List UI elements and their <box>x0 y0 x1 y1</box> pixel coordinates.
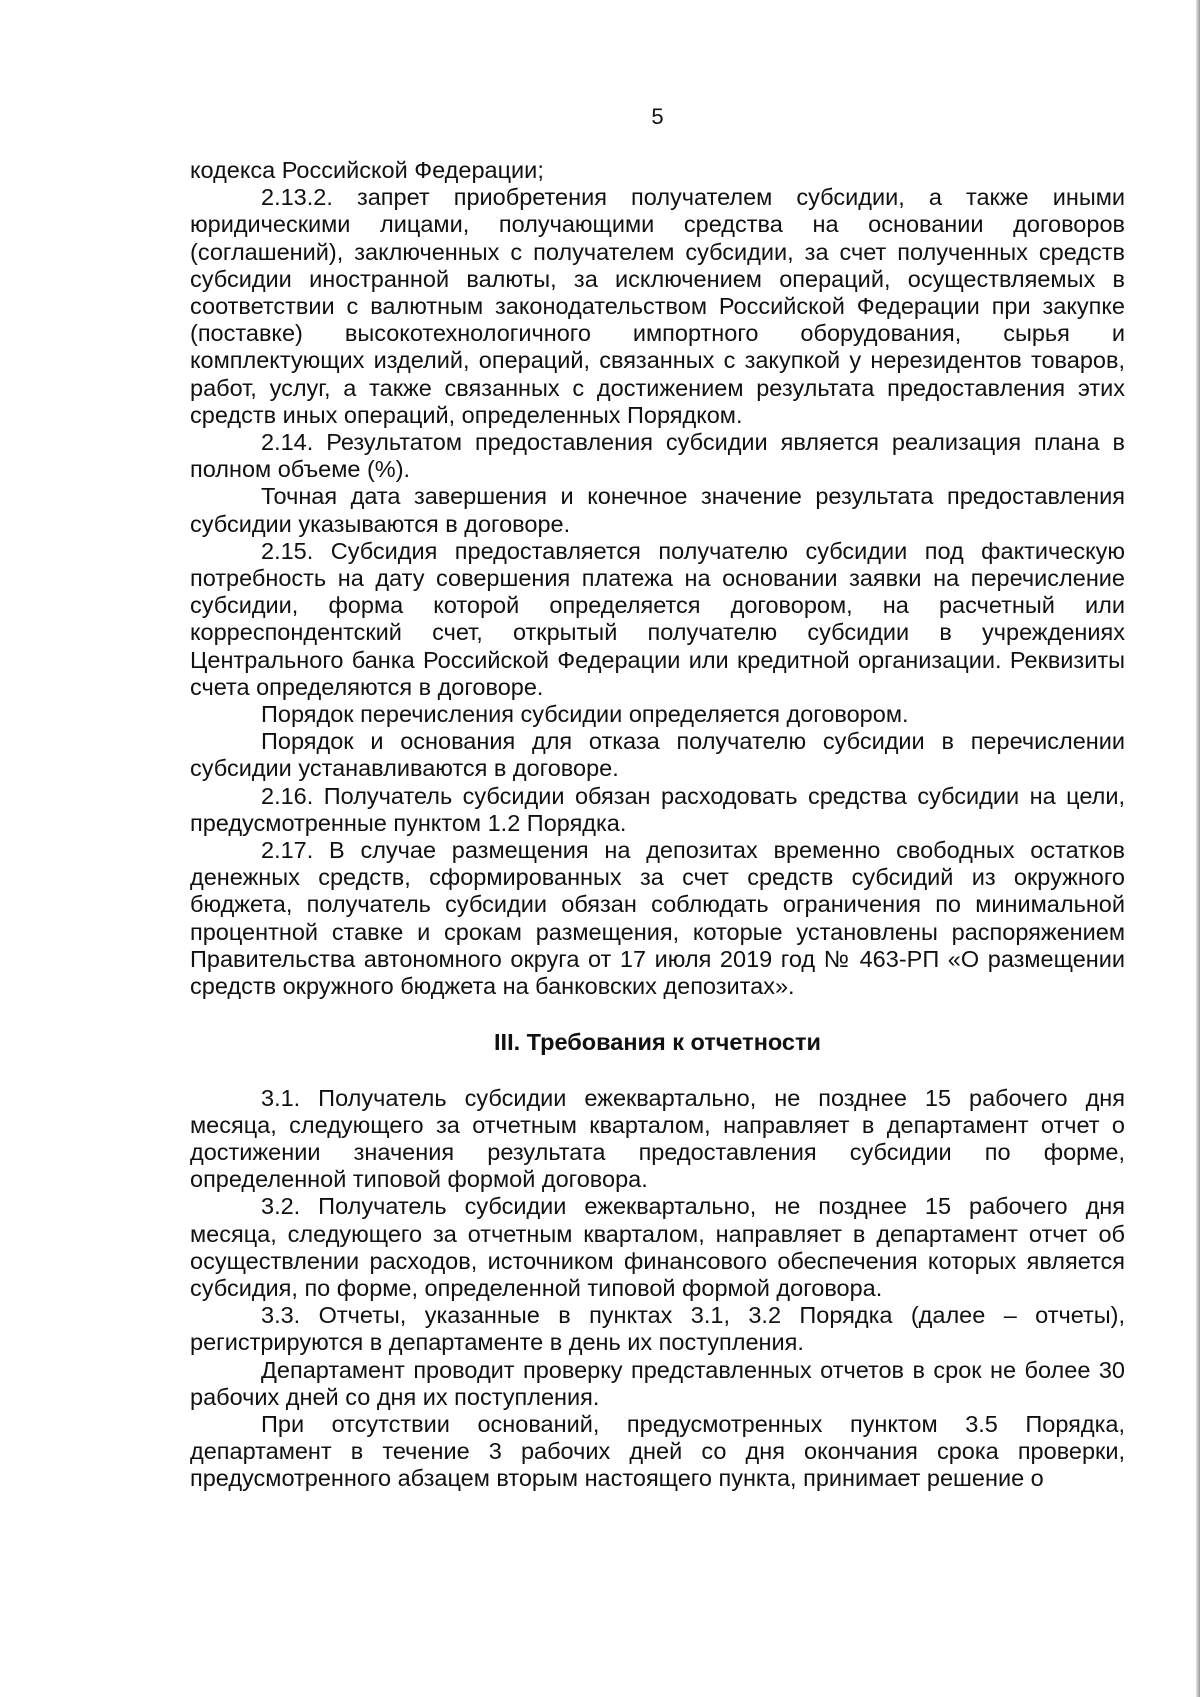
page-number: 5 <box>651 104 664 129</box>
paragraph-2-14: 2.14. Результатом предоставления субсидии является реализация плана в полном объеме (%). <box>190 429 1125 483</box>
document-body <box>190 157 1125 1493</box>
paragraph-3-3: 3.3. Отчеты, указанные в пунктах 3.1, 3.2 Порядка (далее – отчеты), регистрируются в департаменте в день их поступления. <box>190 1302 1125 1356</box>
paragraph-2-14-date: Точная дата завершения и конечное значение результата предоставления субсидии указываются в договоре. <box>190 483 1125 537</box>
paragraph-2-17: 2.17. В случае размещения на депозитах временно свободных остатков денежных средств, сформированных за счет средств субсидий из окружного бюджета, получатель субсидии обязан соблюдать ограничения по минимальной процентной ставке и срокам размещения, которые установлены распоряжением Правительства автономного округа от 17 июля 2019 год № 463-РП «О размещении средств окружного бюджета на банковских депозитах». <box>190 837 1125 1000</box>
section-title: III. Требования к отчетности <box>494 1029 821 1056</box>
paragraph-continuation: кодекса Российской Федерации; <box>190 157 544 183</box>
paragraph-3-3-decision: При отсутствии оснований, предусмотренных пунктом 3.5 Порядка, департамент в течение 3 рабочих дней со дня окончания срока проверки, предусмотренного абзацем вторым настоящего пункта, принимает решение о <box>190 1410 1125 1492</box>
paragraph-2-16: 2.16. Получатель субсидии обязан расходовать средства субсидии на цели, предусмотренные пунктом 1.2 Порядка. <box>190 782 1125 836</box>
paragraph-2-13-2: 2.13.2. запрет приобретения получателем субсидии, а также иными юридическими лицами, получающими средства на основании договоров (соглашений), заключенных с получателем субсидии, за счет полученных средств субсидии иностранной валюты, за исключением операций, осуществляемых в соответствии с валютным законодательством Российской Федерации при закупке (поставке) высокотехнологичного импортного оборудования, сырья и комплектующих изделий, операций, связанных с закупкой у нерезидентов товаров, работ, услуг, а также связанных с достижением результата предоставления этих средств иных операций, определенных Порядком. <box>190 184 1125 428</box>
paragraph-3-2: 3.2. Получатель субсидии ежеквартально, не позднее 15 рабочего дня месяца, следующего за отчетным кварталом, направляет в департамент отчет об осуществлении расходов, источником финансового обеспечения которых является субсидия, по форме, определенной типовой формой договора. <box>190 1193 1125 1301</box>
paragraph-3-3-check: Департамент проводит проверку представленных отчетов в срок не более 30 рабочих дней со дня их поступления. <box>190 1356 1125 1410</box>
paragraph-2-15: 2.15. Субсидия предоставляется получателю субсидии под фактическую потребность на дату совершения платежа на основании заявки на перечисление субсидии, форма которой определяется договором, на расчетный или корреспондентский счет, открытый получателю субсидии в учреждениях Центрального банка Российской Федерации или кредитной организации. Реквизиты счета определяются в договоре. <box>190 537 1125 700</box>
paragraph-3-1: 3.1. Получатель субсидии ежеквартально, не позднее 15 рабочего дня месяца, следующего за отчетным кварталом, направляет в департамент отчет о достижении значения результата предоставления субсидии по форме, определенной типовой формой договора. <box>190 1084 1125 1193</box>
paragraph-2-15-order: Порядок перечисления субсидии определяется договором. <box>261 701 909 728</box>
page-edge-shadow <box>1196 0 1200 1697</box>
paragraph-2-15-refusal: Порядок и основания для отказа получателю субсидии в перечислении субсидии устанавливаются в договоре. <box>190 728 1125 782</box>
